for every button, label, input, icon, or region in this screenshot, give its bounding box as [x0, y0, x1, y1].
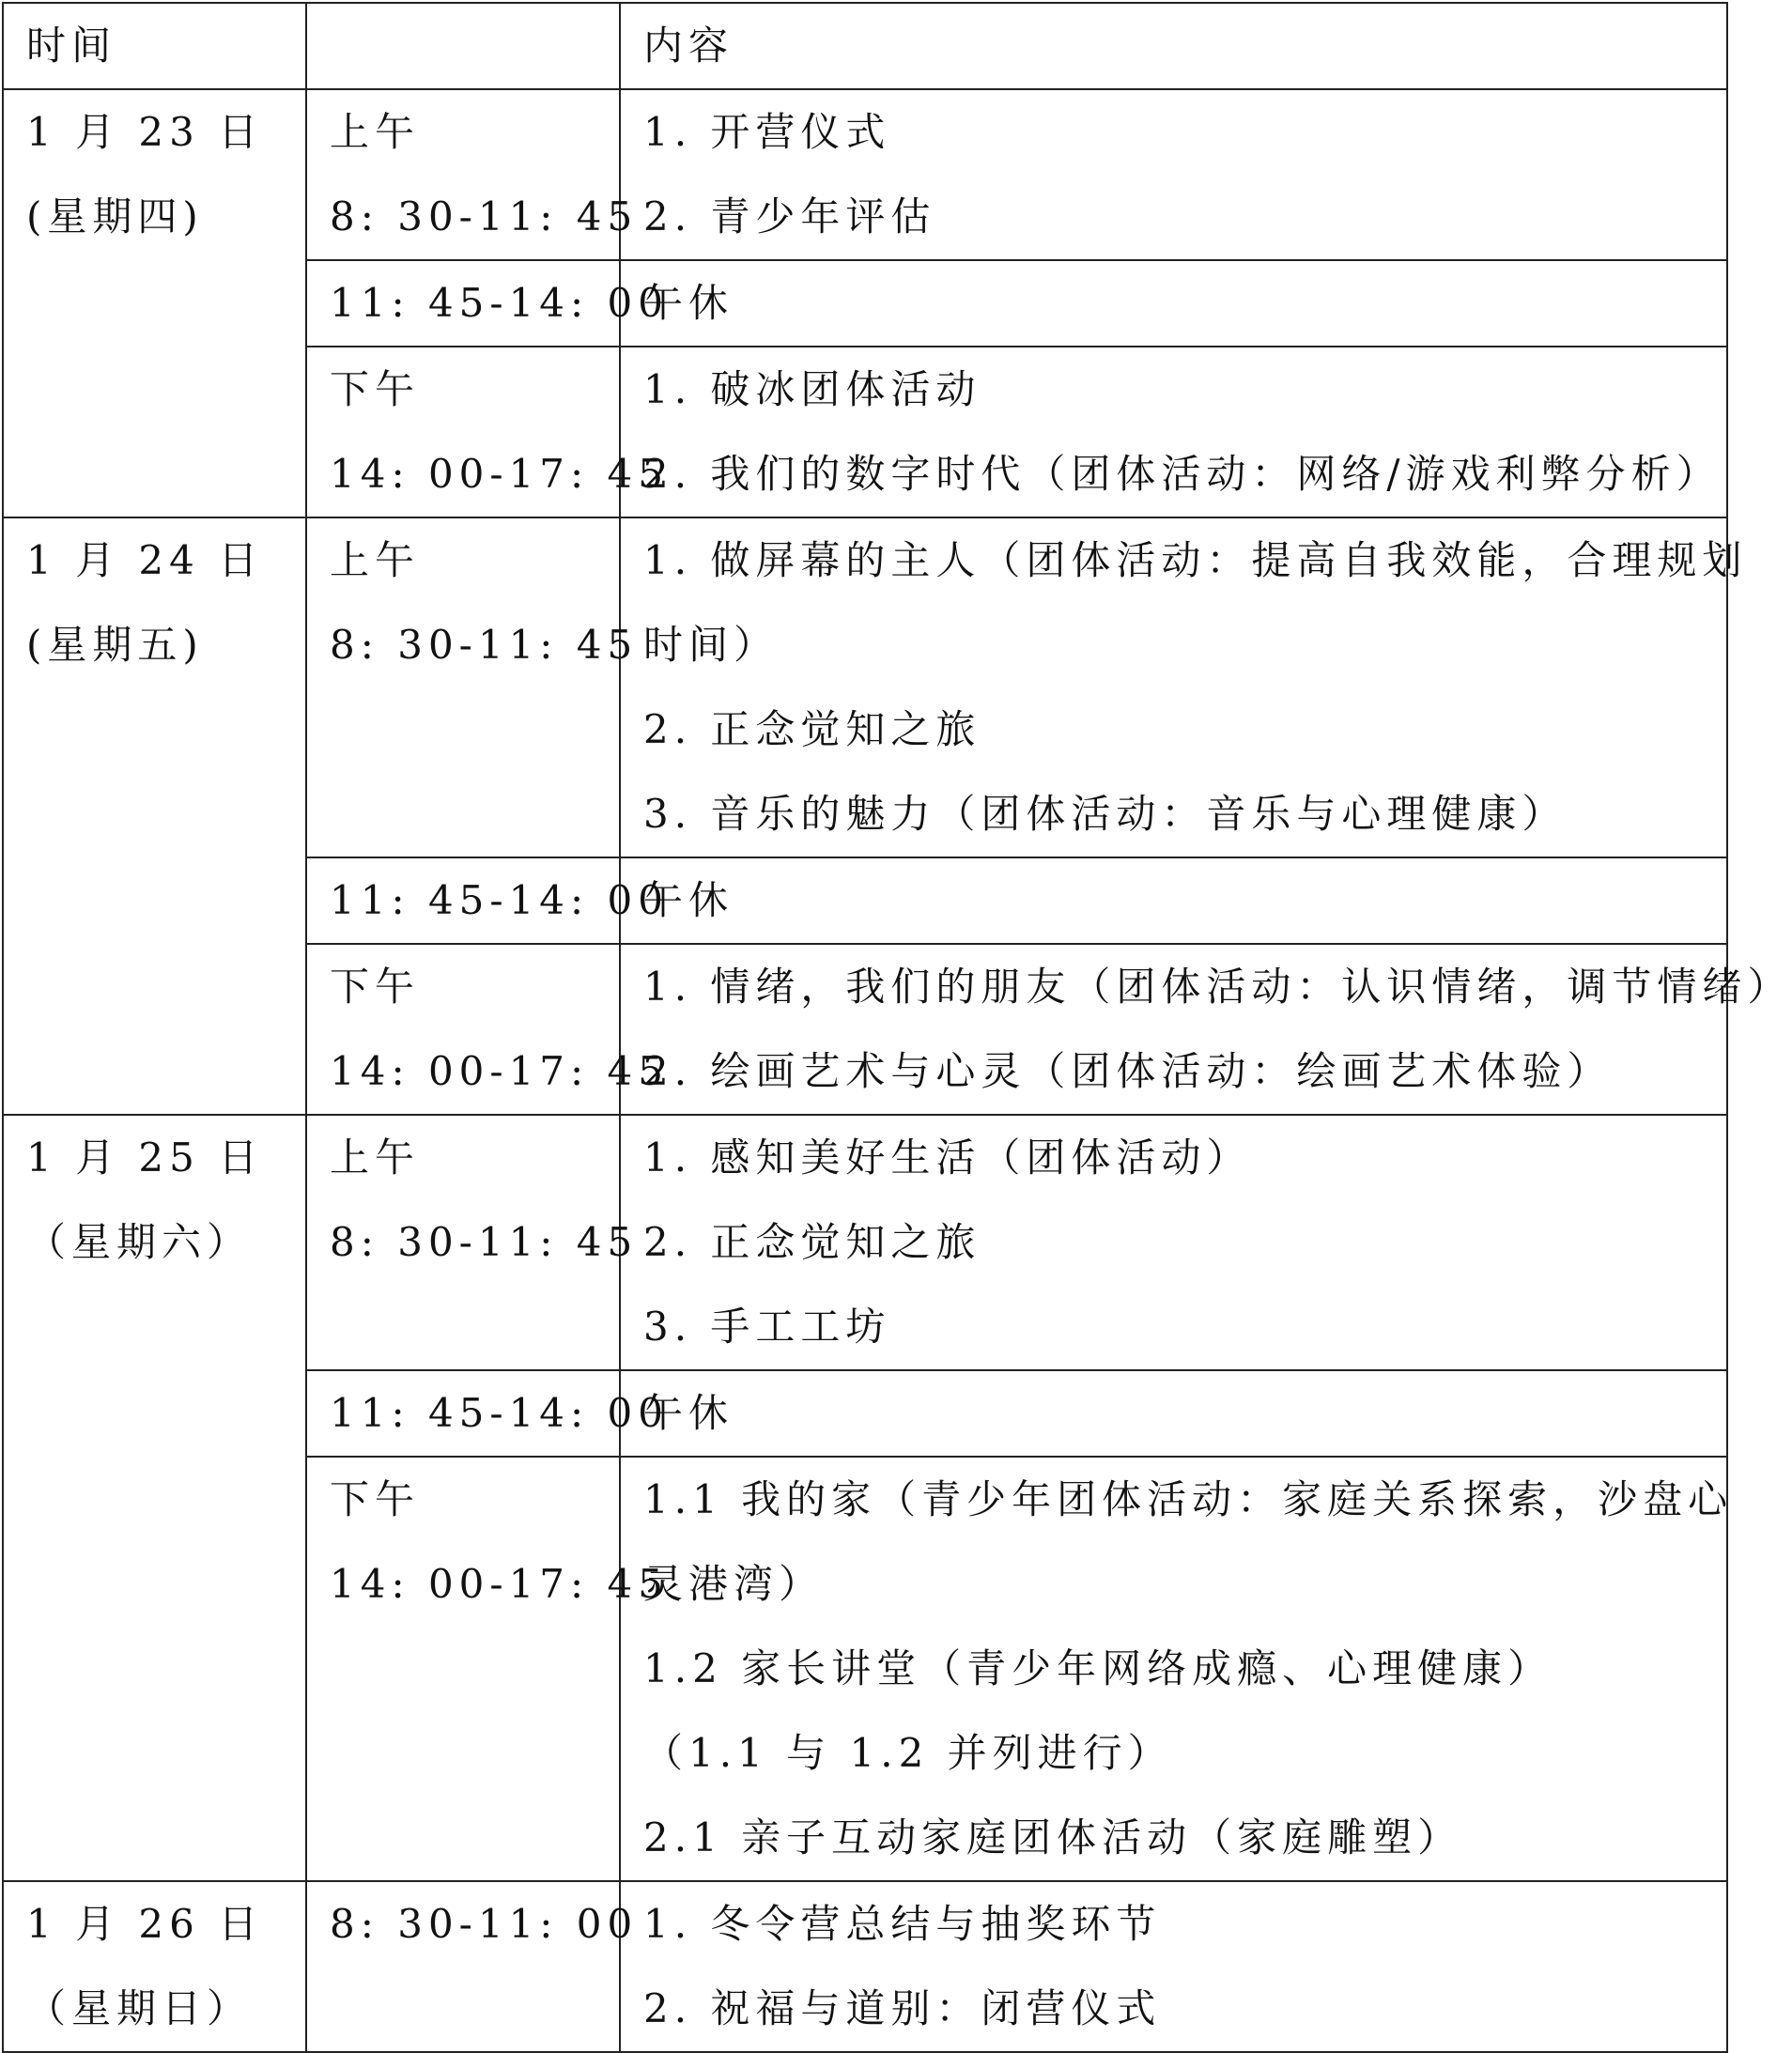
content-item: 1.1 我的家（青少年团体活动：家庭关系探索，沙盘心 [643, 1476, 1734, 1522]
time-cell [306, 347, 669, 517]
session-time: 8: 30-11: 45 [330, 193, 639, 239]
session-label: 下午 [330, 964, 421, 1010]
session-time: 11: 45-14: 00 [330, 877, 669, 923]
content-item: 2.1 亲子互动家庭团体活动（家庭雕塑） [643, 1814, 1463, 1860]
session-label: 上午 [330, 1135, 421, 1181]
table-row [3, 1881, 1727, 2052]
content-item: 午休 [643, 877, 734, 923]
content-cell [620, 517, 1748, 857]
time-cell [306, 517, 639, 857]
header-row [3, 3, 1727, 89]
content-item: 3. 音乐的魅力（团体活动：音乐与心理健康） [643, 791, 1568, 837]
session-time: 11: 45-14: 00 [330, 1390, 669, 1436]
weekday-label: (星期四) [26, 193, 204, 239]
content-item: 时间） [643, 622, 780, 668]
content-item: 2. 正念觉知之旅 [643, 706, 981, 752]
content-item: 灵港湾） [643, 1561, 825, 1607]
content-item: 2. 祝福与道别：闭营仪式 [643, 1985, 1162, 2031]
header-content-label: 内容 [643, 23, 734, 69]
session-label: 上午 [330, 109, 421, 155]
content-cell [620, 347, 1727, 517]
content-item: 1. 冬令营总结与抽奖环节 [643, 1901, 1162, 1947]
session-time: 11: 45-14: 00 [330, 280, 669, 326]
session-time: 8: 30-11: 45 [330, 622, 639, 668]
time-cell [306, 857, 669, 944]
content-cell [620, 857, 1727, 944]
session-label: 上午 [330, 537, 421, 583]
date-label: 1 月 24 日 [26, 537, 264, 583]
header-date-label: 时间 [26, 23, 117, 69]
header-time-cell [306, 3, 620, 89]
content-item: 3. 手工工坊 [643, 1304, 891, 1350]
time-cell [306, 89, 639, 260]
date-cell-day1 [3, 89, 306, 517]
table-row [3, 517, 1727, 857]
content-item: （1.1 与 1.2 并列进行） [643, 1730, 1173, 1776]
content-cell [620, 1457, 1734, 1881]
content-item: 2. 青少年评估 [643, 193, 936, 239]
content-cell [620, 1881, 1727, 2052]
content-cell [620, 89, 1727, 260]
weekday-label: （星期六） [26, 1219, 253, 1265]
time-cell [306, 260, 669, 347]
session-time: 8: 30-11: 00 [330, 1901, 639, 1947]
time-cell [306, 1457, 669, 1881]
date-cell-day3 [3, 1115, 306, 1881]
schedule-table [2, 2, 1792, 2053]
session-time: 14: 00-17: 45 [330, 1561, 669, 1607]
session-time: 14: 00-17: 45 [330, 1048, 669, 1094]
date-label: 1 月 26 日 [26, 1901, 264, 1947]
content-item: 1. 感知美好生活（团体活动） [643, 1135, 1252, 1181]
content-cell [620, 260, 1727, 347]
session-label: 下午 [330, 1476, 421, 1522]
table-row [3, 1115, 1727, 1370]
content-item: 1.2 家长讲堂（青少年网络成瘾、心理健康） [643, 1645, 1553, 1691]
content-item: 1. 破冰团体活动 [643, 366, 981, 412]
session-label: 下午 [330, 366, 421, 412]
content-item: 2. 正念觉知之旅 [643, 1219, 981, 1265]
header-time-label [330, 4, 619, 88]
content-item: 午休 [643, 1390, 734, 1436]
table-row [3, 89, 1727, 260]
date-cell-day2 [3, 517, 306, 1115]
session-time: 8: 30-11: 45 [330, 1219, 639, 1265]
date-label: 1 月 23 日 [26, 109, 264, 155]
content-item: 1. 开营仪式 [643, 109, 891, 155]
time-cell [306, 1370, 669, 1457]
content-item: 1. 情绪，我们的朋友（团体活动：认识情绪，调节情绪） [643, 964, 1792, 1010]
weekday-label: (星期五) [26, 622, 204, 668]
content-item: 2. 我们的数字时代（团体活动：网络/游戏利弊分析） [643, 451, 1722, 497]
content-item: 午休 [643, 280, 734, 326]
time-cell [306, 1881, 639, 2052]
content-cell [620, 1370, 1727, 1457]
content-cell [620, 944, 1792, 1115]
date-label: 1 月 25 日 [26, 1135, 264, 1181]
content-cell [620, 1115, 1727, 1370]
time-cell [306, 1115, 639, 1370]
date-cell-day4 [3, 1881, 306, 2052]
session-time: 14: 00-17: 45 [330, 451, 669, 497]
weekday-label: （星期日） [26, 1985, 253, 2031]
content-item: 1. 做屏幕的主人（团体活动：提高自我效能，合理规划 [643, 537, 1748, 583]
content-item: 2. 绘画艺术与心灵（团体活动：绘画艺术体验） [643, 1048, 1613, 1094]
header-content-cell [620, 3, 1727, 89]
header-date-cell [3, 3, 306, 89]
time-cell [306, 944, 669, 1115]
